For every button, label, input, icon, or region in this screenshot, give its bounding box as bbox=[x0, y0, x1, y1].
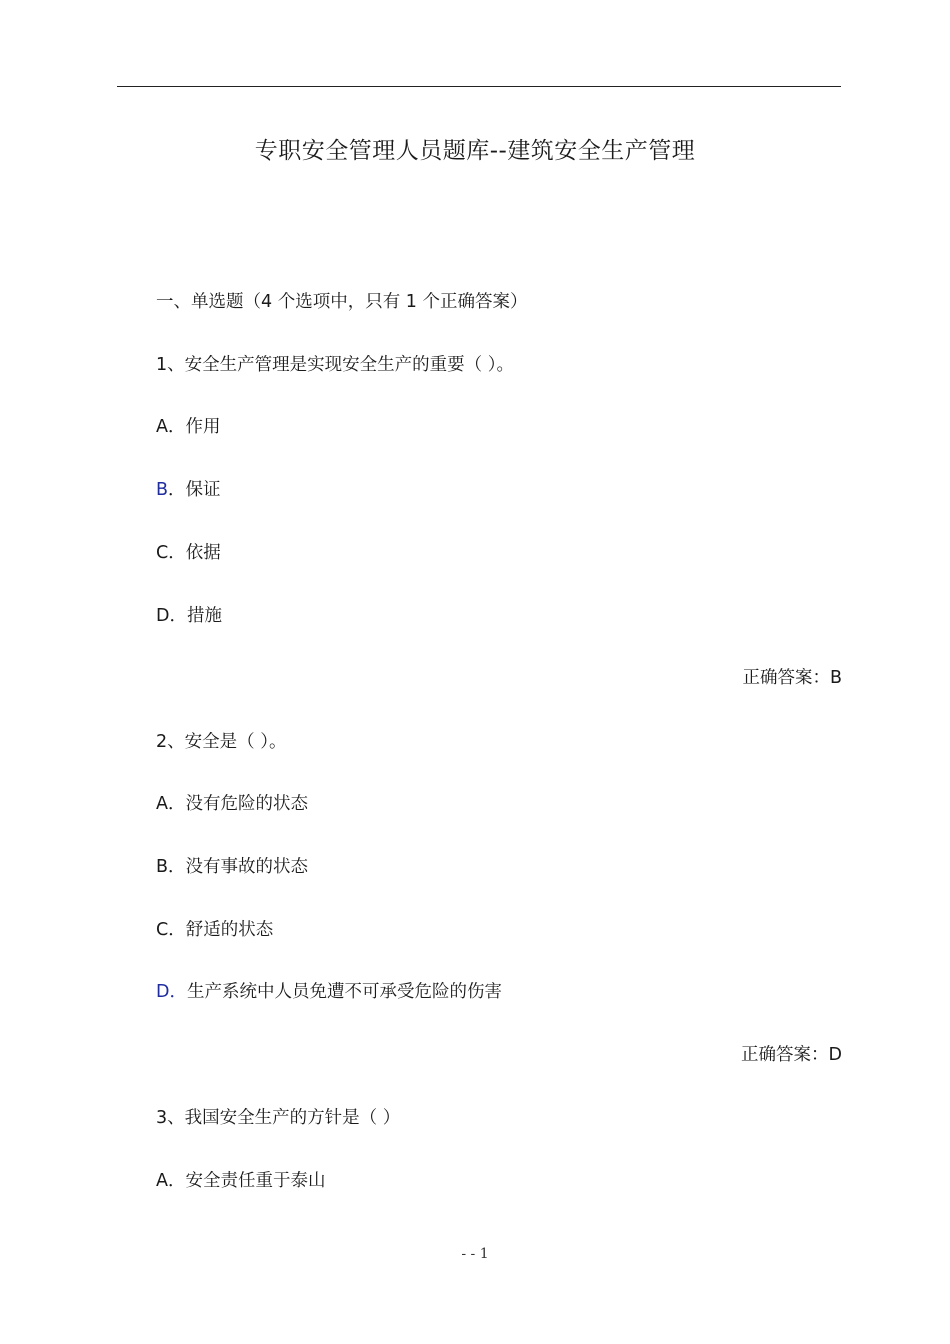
option-text: 生产系统中人员免遭不可承受危险的伤害 bbox=[186, 982, 502, 1002]
option-text: 依据 bbox=[185, 543, 221, 563]
option-letter-correct: B bbox=[156, 480, 169, 500]
section-heading: 一、单选题（4 个选项中，只有 1 个正确答案） bbox=[156, 292, 528, 312]
option-letter: A bbox=[156, 1171, 168, 1191]
header-rule bbox=[117, 86, 841, 87]
option-sep: ． bbox=[168, 857, 186, 877]
option-letter: D bbox=[156, 606, 170, 626]
option-sep-correct: ． bbox=[169, 982, 187, 1002]
document-title: 专职安全管理人员题库--建筑安全生产管理 bbox=[254, 138, 696, 164]
question-2-stem: 2、安全是（ ）。 bbox=[156, 732, 287, 752]
question-1-option-d bbox=[156, 603, 222, 629]
question-2-option-c bbox=[156, 917, 273, 943]
question-3-stem: 3、我国安全生产的方针是（ ） bbox=[156, 1108, 401, 1128]
question-1-option-a bbox=[156, 414, 220, 440]
option-sep: ． bbox=[167, 1171, 186, 1191]
option-text: 没有危险的状态 bbox=[185, 794, 308, 814]
option-sep: ． bbox=[169, 606, 187, 626]
question-2-option-a bbox=[156, 791, 308, 817]
option-text: 舒适的状态 bbox=[185, 920, 274, 940]
option-letter-correct: D bbox=[156, 982, 170, 1002]
question-1-option-c bbox=[156, 540, 221, 566]
option-letter: C bbox=[156, 920, 169, 940]
option-text: 措施 bbox=[186, 606, 222, 626]
question-1-stem: 1、安全生产管理是实现安全生产的重要（ ）。 bbox=[156, 355, 514, 375]
option-text: 保证 bbox=[185, 480, 221, 500]
option-sep: ． bbox=[167, 417, 186, 437]
option-sep: ． bbox=[167, 794, 186, 814]
option-sep: ． bbox=[168, 543, 186, 563]
question-2-option-b bbox=[156, 854, 308, 880]
option-letter: A bbox=[156, 417, 168, 437]
option-text: 安全责任重于泰山 bbox=[185, 1171, 326, 1191]
question-2-answer: 正确答案：D bbox=[741, 1045, 842, 1065]
question-3-option-a bbox=[156, 1168, 325, 1194]
option-sep: ． bbox=[168, 920, 186, 940]
option-letter: C bbox=[156, 543, 169, 563]
option-text: 没有事故的状态 bbox=[185, 857, 309, 877]
page-number: - - 1 bbox=[461, 1246, 489, 1262]
option-text: 作用 bbox=[185, 417, 221, 437]
question-2-option-d bbox=[156, 979, 502, 1005]
option-letter: A bbox=[156, 794, 168, 814]
option-sep: ． bbox=[168, 480, 186, 500]
question-1-answer: 正确答案：B bbox=[742, 668, 842, 688]
option-letter: B bbox=[156, 857, 169, 877]
question-1-option-b bbox=[156, 477, 221, 503]
